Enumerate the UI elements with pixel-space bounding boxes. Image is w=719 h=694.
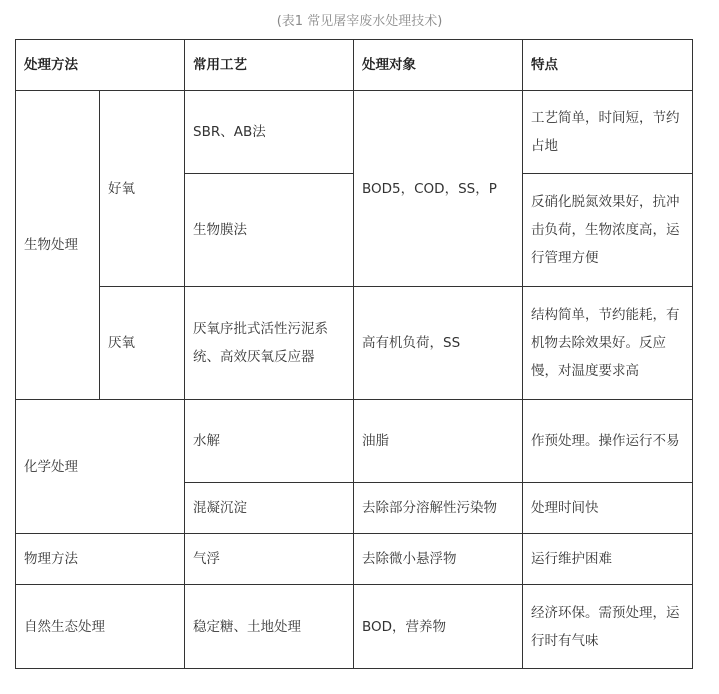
table-header-row	[16, 40, 693, 91]
table-row	[16, 585, 693, 669]
table-row	[16, 400, 693, 483]
process-cell: 混凝沉淀	[185, 483, 354, 534]
feature-cell: 结构简单，节约能耗，有机物去除效果好。反应慢，对温度要求高	[523, 287, 693, 400]
header-method: 处理方法	[16, 40, 185, 91]
category-bio: 生物处理	[16, 91, 100, 400]
target-cell: 去除微小悬浮物	[354, 534, 523, 585]
target-cell: 油脂	[354, 400, 523, 483]
target-cell: BOD5，COD，SS，P	[354, 91, 523, 287]
category-chem: 化学处理	[16, 400, 185, 534]
category-phys: 物理方法	[16, 534, 185, 585]
wastewater-treatment-table	[15, 39, 693, 669]
target-cell: 去除部分溶解性污染物	[354, 483, 523, 534]
process-cell: SBR、AB法	[185, 91, 354, 174]
header-process: 常用工艺	[185, 40, 354, 91]
process-cell: 稳定糖、土地处理	[185, 585, 354, 669]
table-caption: (表1 常见屠宰废水处理技术)	[276, 14, 443, 29]
table-row	[16, 91, 693, 174]
subcategory-anaerobic: 厌氧	[100, 287, 185, 400]
feature-cell: 运行维护困难	[523, 534, 693, 585]
target-cell: BOD，营养物	[354, 585, 523, 669]
header-target: 处理对象	[354, 40, 523, 91]
subcategory-aerobic: 好氧	[100, 91, 185, 287]
feature-cell: 处理时间快	[523, 483, 693, 534]
feature-cell: 作预处理。操作运行不易	[523, 400, 693, 483]
feature-cell: 反硝化脱氮效果好，抗冲击负荷，生物浓度高，运行管理方便	[523, 174, 693, 287]
feature-cell: 工艺简单，时间短，节约占地	[523, 91, 693, 174]
table-row	[16, 287, 693, 400]
process-cell: 水解	[185, 400, 354, 483]
process-cell: 气浮	[185, 534, 354, 585]
feature-cell: 经济环保。需预处理，运行时有气味	[523, 585, 693, 669]
category-eco: 自然生态处理	[16, 585, 185, 669]
header-feature: 特点	[523, 40, 693, 91]
target-cell: 高有机负荷，SS	[354, 287, 523, 400]
table-row	[16, 534, 693, 585]
process-cell: 厌氧序批式活性污泥系统、高效厌氧反应器	[185, 287, 354, 400]
process-cell: 生物膜法	[185, 174, 354, 287]
